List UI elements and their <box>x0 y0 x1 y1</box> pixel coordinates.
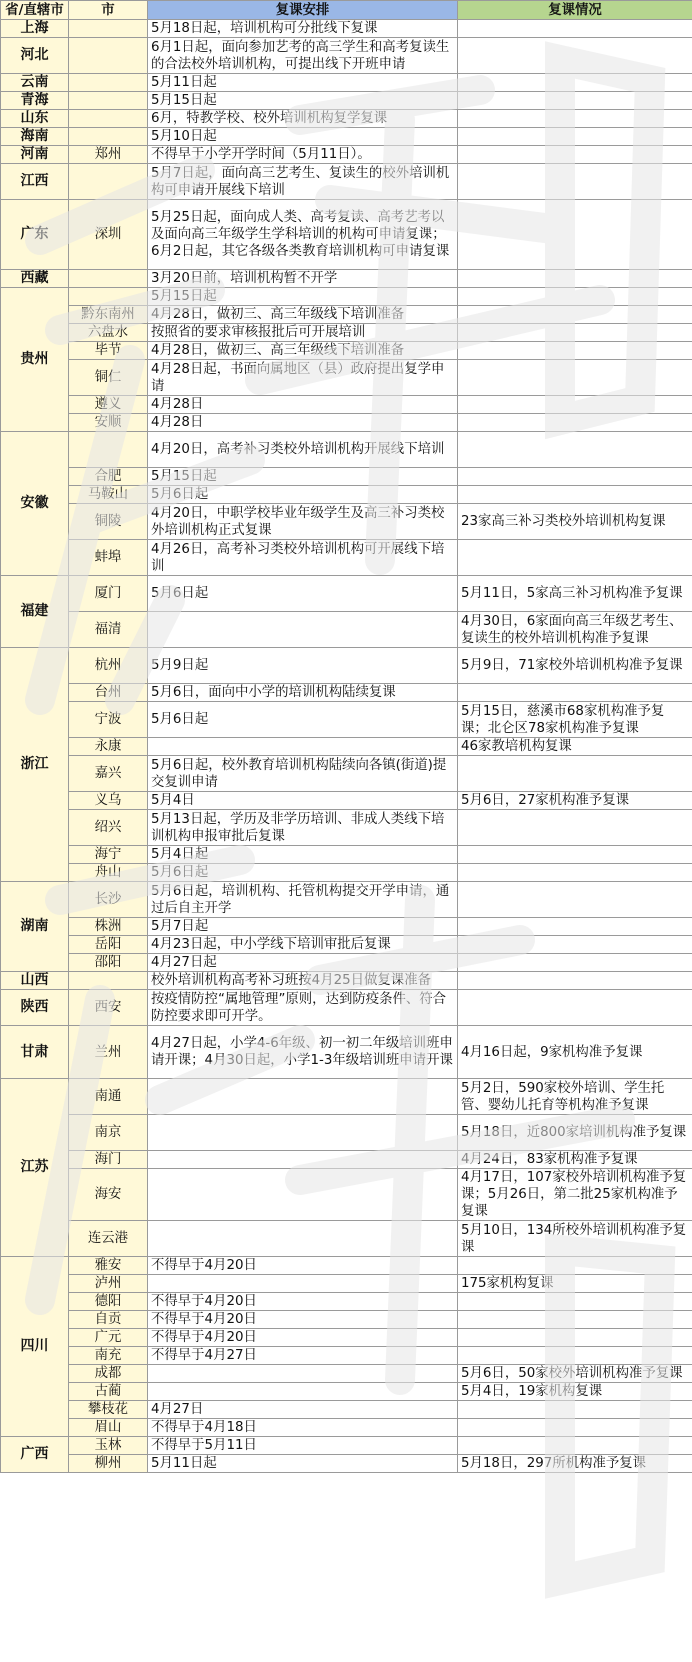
province-cell: 江西 <box>1 164 69 200</box>
city-cell <box>69 74 148 92</box>
arrangement-cell: 5月11日起 <box>148 1455 458 1473</box>
status-cell <box>458 432 692 468</box>
city-cell: 遵义 <box>69 396 148 414</box>
status-cell <box>458 810 692 846</box>
city-cell: 铜陵 <box>69 504 148 540</box>
arrangement-cell: 4月28日，做初三、高三年级线下培训准备 <box>148 306 458 324</box>
status-cell: 4月24日，83家机构准予复课 <box>458 1151 692 1169</box>
city-cell: 德阳 <box>69 1293 148 1311</box>
status-cell <box>458 756 692 792</box>
status-cell: 23家高三补习类校外培训机构复课 <box>458 504 692 540</box>
status-cell: 5月2日，590家校外培训、学生托管、婴幼儿托育等机构准予复课 <box>458 1079 692 1115</box>
arrangement-cell: 5月6日起 <box>148 486 458 504</box>
table-row <box>1 110 692 128</box>
table-row <box>1 360 692 396</box>
table-row <box>1 846 692 864</box>
arrangement-cell: 按照省的要求审核报批后可开展培训 <box>148 324 458 342</box>
province-cell: 四川 <box>1 1257 69 1437</box>
table-row <box>1 306 692 324</box>
arrangement-cell <box>148 1151 458 1169</box>
arrangement-cell: 4月23日起，中小学线下培训审批后复课 <box>148 936 458 954</box>
table-row <box>1 702 692 738</box>
header-city: 市 <box>69 1 148 20</box>
status-cell <box>458 936 692 954</box>
city-cell: 郑州 <box>69 146 148 164</box>
arrangement-cell <box>148 1383 458 1401</box>
table-row <box>1 1169 692 1221</box>
province-cell: 海南 <box>1 128 69 146</box>
status-cell <box>458 1311 692 1329</box>
table-row <box>1 1347 692 1365</box>
province-cell: 山东 <box>1 110 69 128</box>
city-cell: 嘉兴 <box>69 756 148 792</box>
city-cell: 铜仁 <box>69 360 148 396</box>
table-row <box>1 1293 692 1311</box>
table-row <box>1 810 692 846</box>
status-cell <box>458 1329 692 1347</box>
city-cell: 厦门 <box>69 576 148 612</box>
arrangement-cell: 不得早于4月20日 <box>148 1257 458 1275</box>
status-cell <box>458 92 692 110</box>
arrangement-cell <box>148 738 458 756</box>
status-cell: 46家教培机构复课 <box>458 738 692 756</box>
table-row <box>1 1455 692 1473</box>
header-arrangement: 复课安排 <box>148 1 458 20</box>
table-row <box>1 200 692 270</box>
table-row <box>1 128 692 146</box>
status-cell <box>458 74 692 92</box>
city-cell: 黔东南州 <box>69 306 148 324</box>
city-cell: 安顺 <box>69 414 148 432</box>
table-row <box>1 432 692 468</box>
table-row <box>1 20 692 38</box>
table-row <box>1 1329 692 1347</box>
status-cell: 175家机构复课 <box>458 1275 692 1293</box>
table-row <box>1 882 692 918</box>
city-cell: 永康 <box>69 738 148 756</box>
city-cell: 南充 <box>69 1347 148 1365</box>
status-cell <box>458 990 692 1026</box>
table-row <box>1 684 692 702</box>
city-cell <box>69 288 148 306</box>
table-row <box>1 1079 692 1115</box>
status-cell: 5月10日，134所校外培训机构准予复课 <box>458 1221 692 1257</box>
arrangement-cell: 不得早于5月11日 <box>148 1437 458 1455</box>
status-cell <box>458 200 692 270</box>
city-cell: 海宁 <box>69 846 148 864</box>
table-row <box>1 468 692 486</box>
table-row <box>1 324 692 342</box>
city-cell: 毕节 <box>69 342 148 360</box>
city-cell <box>69 92 148 110</box>
table-row <box>1 38 692 74</box>
arrangement-cell: 校外培训机构高考补习班按4月25日做复课准备 <box>148 972 458 990</box>
table-row <box>1 396 692 414</box>
status-cell <box>458 396 692 414</box>
arrangement-cell: 5月9日起 <box>148 648 458 684</box>
status-cell: 4月17日，107家校外培训机构准予复课；5月26日，第二批25家机构准予复课 <box>458 1169 692 1221</box>
arrangement-cell <box>148 1365 458 1383</box>
arrangement-cell: 不得早于4月20日 <box>148 1293 458 1311</box>
arrangement-cell <box>148 1169 458 1221</box>
city-cell: 玉林 <box>69 1437 148 1455</box>
status-cell <box>458 846 692 864</box>
city-cell <box>69 270 148 288</box>
arrangement-cell: 按疫情防控“属地管理”原则，达到防疫条件、符合防控要求即可开学。 <box>148 990 458 1026</box>
status-cell: 5月4日，19家机构复课 <box>458 1383 692 1401</box>
table-row <box>1 1221 692 1257</box>
city-cell <box>69 432 148 468</box>
status-cell: 5月18日，近800家培训机构准予复课 <box>458 1115 692 1151</box>
city-cell: 西安 <box>69 990 148 1026</box>
arrangement-cell: 3月20日前，培训机构暂不开学 <box>148 270 458 288</box>
table-row <box>1 936 692 954</box>
status-cell <box>458 864 692 882</box>
arrangement-cell: 4月28日，做初三、高三年级线下培训准备 <box>148 342 458 360</box>
status-cell <box>458 684 692 702</box>
table-row <box>1 1365 692 1383</box>
city-cell <box>69 164 148 200</box>
status-cell: 5月6日，27家机构准予复课 <box>458 792 692 810</box>
header-province: 省/直辖市 <box>1 1 69 20</box>
arrangement-cell: 5月18日起，培训机构可分批线下复课 <box>148 20 458 38</box>
status-cell: 4月30日，6家面向高三年级艺考生、复读生的校外培训机构准予复课 <box>458 612 692 648</box>
city-cell: 株洲 <box>69 918 148 936</box>
arrangement-cell: 5月6日起 <box>148 576 458 612</box>
city-cell: 义乌 <box>69 792 148 810</box>
arrangement-cell: 5月6日起 <box>148 702 458 738</box>
city-cell: 柳州 <box>69 1455 148 1473</box>
status-cell: 5月11日，5家高三补习机构准予复课 <box>458 576 692 612</box>
status-cell <box>458 414 692 432</box>
arrangement-cell <box>148 1275 458 1293</box>
city-cell <box>69 110 148 128</box>
province-cell: 湖南 <box>1 882 69 972</box>
table-row <box>1 1383 692 1401</box>
city-cell: 成都 <box>69 1365 148 1383</box>
province-cell: 上海 <box>1 20 69 38</box>
city-cell: 南通 <box>69 1079 148 1115</box>
city-cell: 古蔺 <box>69 1383 148 1401</box>
city-cell: 六盘水 <box>69 324 148 342</box>
arrangement-cell: 4月20日，中职学校毕业年级学生及高三补习类校外培训机构正式复课 <box>148 504 458 540</box>
arrangement-cell: 不得早于小学开学时间（5月11日）。 <box>148 146 458 164</box>
status-cell <box>458 1401 692 1419</box>
status-cell <box>458 38 692 74</box>
city-cell: 连云港 <box>69 1221 148 1257</box>
province-cell: 陕西 <box>1 990 69 1026</box>
arrangement-cell: 5月10日起 <box>148 128 458 146</box>
province-cell: 河南 <box>1 146 69 164</box>
city-cell: 海门 <box>69 1151 148 1169</box>
table-row <box>1 738 692 756</box>
city-cell: 兰州 <box>69 1026 148 1079</box>
status-cell <box>458 918 692 936</box>
arrangement-cell: 6月，特教学校、校外培训机构复学复课 <box>148 110 458 128</box>
arrangement-cell: 4月27日 <box>148 1401 458 1419</box>
city-cell: 杭州 <box>69 648 148 684</box>
table-row <box>1 342 692 360</box>
city-cell: 南京 <box>69 1115 148 1151</box>
city-cell: 宁波 <box>69 702 148 738</box>
arrangement-cell: 5月15日起 <box>148 288 458 306</box>
arrangement-cell <box>148 1115 458 1151</box>
table-row <box>1 990 692 1026</box>
city-cell: 岳阳 <box>69 936 148 954</box>
arrangement-cell: 4月27日起，小学4-6年级、初一初二年级培训班申请开课；4月30日起，小学1-3年级培训班申请开课 <box>148 1026 458 1079</box>
city-cell <box>69 38 148 74</box>
table-row <box>1 504 692 540</box>
province-cell: 贵州 <box>1 288 69 432</box>
arrangement-cell: 5月25日起，面向成人类、高考复读、高考艺考以及面向高三年级学生学科培训的机构可申请复课；6月2日起，其它各级各类教育培训机构可申请复课 <box>148 200 458 270</box>
arrangement-cell: 5月15日起 <box>148 92 458 110</box>
city-cell <box>69 972 148 990</box>
city-cell: 长沙 <box>69 882 148 918</box>
table-row <box>1 864 692 882</box>
arrangement-cell: 4月28日 <box>148 396 458 414</box>
arrangement-cell: 不得早于4月27日 <box>148 1347 458 1365</box>
city-cell: 攀枝花 <box>69 1401 148 1419</box>
arrangement-cell: 5月13日起，学历及非学历培训、非成人类线下培训机构申报审批后复课 <box>148 810 458 846</box>
table-row <box>1 146 692 164</box>
arrangement-cell: 5月6日，面向中小学的培训机构陆续复课 <box>148 684 458 702</box>
status-cell <box>458 1419 692 1437</box>
table-row <box>1 1419 692 1437</box>
header-row <box>1 1 692 20</box>
city-cell: 海安 <box>69 1169 148 1221</box>
arrangement-cell: 5月6日起 <box>148 864 458 882</box>
status-cell <box>458 954 692 972</box>
arrangement-cell: 5月7日起 <box>148 918 458 936</box>
city-cell: 邵阳 <box>69 954 148 972</box>
status-cell: 5月18日，297所机构准予复课 <box>458 1455 692 1473</box>
province-cell: 云南 <box>1 74 69 92</box>
status-cell <box>458 288 692 306</box>
arrangement-cell: 不得早于4月18日 <box>148 1419 458 1437</box>
city-cell: 自贡 <box>69 1311 148 1329</box>
table-row <box>1 954 692 972</box>
status-cell <box>458 306 692 324</box>
status-cell <box>458 882 692 918</box>
status-cell <box>458 110 692 128</box>
arrangement-cell <box>148 1221 458 1257</box>
arrangement-cell: 5月6日起，培训机构、托管机构提交开学申请，通过后自主开学 <box>148 882 458 918</box>
city-cell: 舟山 <box>69 864 148 882</box>
arrangement-cell: 4月20日，高考补习类校外培训机构开展线下培训 <box>148 432 458 468</box>
province-cell: 福建 <box>1 576 69 648</box>
table-row <box>1 1026 692 1079</box>
province-cell: 浙江 <box>1 648 69 882</box>
arrangement-cell: 4月28日 <box>148 414 458 432</box>
arrangement-cell: 5月7日起，面向高三艺考生、复读生的校外培训机构可申请开展线下培训 <box>148 164 458 200</box>
table-row <box>1 1437 692 1455</box>
city-cell: 雅安 <box>69 1257 148 1275</box>
arrangement-cell: 4月28日起，书面向属地区（县）政府提出复学申请 <box>148 360 458 396</box>
arrangement-cell: 5月6日起，校外教育培训机构陆续向各镇(街道)提交复训申请 <box>148 756 458 792</box>
province-cell: 山西 <box>1 972 69 990</box>
table-row <box>1 414 692 432</box>
province-cell: 河北 <box>1 38 69 74</box>
table-row <box>1 1311 692 1329</box>
arrangement-cell: 不得早于4月20日 <box>148 1311 458 1329</box>
status-cell <box>458 270 692 288</box>
table-row <box>1 972 692 990</box>
table-row <box>1 756 692 792</box>
city-cell: 福清 <box>69 612 148 648</box>
city-cell: 台州 <box>69 684 148 702</box>
city-cell: 合肥 <box>69 468 148 486</box>
status-cell <box>458 342 692 360</box>
arrangement-cell: 4月26日，高考补习类校外培训机构可开展线下培训 <box>148 540 458 576</box>
table-row <box>1 540 692 576</box>
city-cell <box>69 128 148 146</box>
arrangement-cell <box>148 1079 458 1115</box>
table-row <box>1 648 692 684</box>
arrangement-cell: 5月15日起 <box>148 468 458 486</box>
city-cell: 泸州 <box>69 1275 148 1293</box>
table-row <box>1 92 692 110</box>
table-row <box>1 792 692 810</box>
status-cell <box>458 1347 692 1365</box>
table-row <box>1 486 692 504</box>
table-row <box>1 1275 692 1293</box>
table-row <box>1 918 692 936</box>
status-cell: 5月15日，慈溪市68家机构准予复课；北仑区78家机构准予复课 <box>458 702 692 738</box>
table-row <box>1 74 692 92</box>
status-cell <box>458 20 692 38</box>
province-cell: 安徽 <box>1 432 69 576</box>
city-cell: 眉山 <box>69 1419 148 1437</box>
province-cell: 广西 <box>1 1437 69 1473</box>
status-cell: 5月9日，71家校外培训机构准予复课 <box>458 648 692 684</box>
province-cell: 西藏 <box>1 270 69 288</box>
table-row <box>1 270 692 288</box>
status-cell: 4月16日起，9家机构准予复课 <box>458 1026 692 1079</box>
status-cell <box>458 468 692 486</box>
city-cell: 广元 <box>69 1329 148 1347</box>
status-cell <box>458 1257 692 1275</box>
province-cell: 甘肃 <box>1 1026 69 1079</box>
arrangement-cell: 6月1日起，面向参加艺考的高三学生和高考复读生的合法校外培训机构，可提出线下开班申请 <box>148 38 458 74</box>
status-cell <box>458 128 692 146</box>
arrangement-cell: 5月11日起 <box>148 74 458 92</box>
status-cell <box>458 972 692 990</box>
status-cell <box>458 1293 692 1311</box>
table-row <box>1 288 692 306</box>
province-cell: 青海 <box>1 92 69 110</box>
city-cell: 深圳 <box>69 200 148 270</box>
arrangement-cell: 不得早于4月20日 <box>148 1329 458 1347</box>
status-cell <box>458 486 692 504</box>
table-row <box>1 1151 692 1169</box>
city-cell: 马鞍山 <box>69 486 148 504</box>
status-cell <box>458 164 692 200</box>
arrangement-cell: 5月4日 <box>148 792 458 810</box>
status-cell <box>458 360 692 396</box>
province-cell: 广东 <box>1 200 69 270</box>
city-cell: 蚌埠 <box>69 540 148 576</box>
table-row <box>1 1401 692 1419</box>
city-cell: 绍兴 <box>69 810 148 846</box>
header-status: 复课情况 <box>458 1 692 20</box>
table-row <box>1 1115 692 1151</box>
status-cell <box>458 540 692 576</box>
status-cell <box>458 146 692 164</box>
arrangement-cell: 5月4日起 <box>148 846 458 864</box>
status-cell <box>458 324 692 342</box>
table-row <box>1 164 692 200</box>
arrangement-cell: 4月27日起 <box>148 954 458 972</box>
table-row <box>1 612 692 648</box>
table-row <box>1 576 692 612</box>
arrangement-cell <box>148 612 458 648</box>
city-cell <box>69 20 148 38</box>
table-row <box>1 1257 692 1275</box>
province-cell: 江苏 <box>1 1079 69 1257</box>
status-cell: 5月6日，50家校外培训机构准予复课 <box>458 1365 692 1383</box>
status-cell <box>458 1437 692 1455</box>
